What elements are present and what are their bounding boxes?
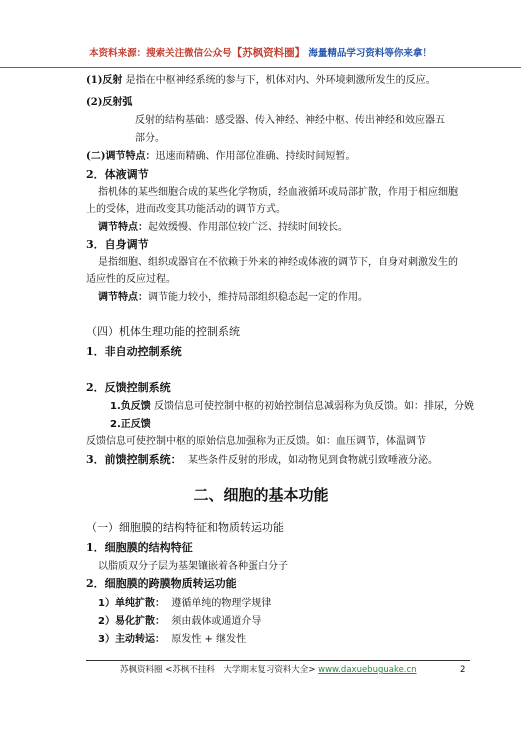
non-auto-control-heading: 1．非自动控制系统 bbox=[86, 345, 182, 358]
simple-diffusion-label: 1）单纯扩散： bbox=[98, 598, 165, 609]
feedforward-line bbox=[86, 453, 438, 468]
regulation-features-line bbox=[86, 150, 355, 164]
humoral-features-line bbox=[98, 221, 348, 235]
feedback-control-heading: 2．反馈控制系统 bbox=[86, 381, 171, 394]
active-transport-line bbox=[98, 633, 246, 647]
reflex-arc-label: (2)反射弧 bbox=[86, 97, 133, 108]
auto-features-text: 调节能力较小，维持局部组织稳态起一定的作用。 bbox=[148, 292, 368, 303]
humoral-features-label: 调节特点： bbox=[98, 222, 148, 233]
auto-features-line bbox=[98, 291, 368, 305]
footer bbox=[120, 664, 417, 676]
reflex-arc-text-2: 部分。 bbox=[135, 133, 165, 144]
regulation-features-label: (二)调节特点： bbox=[86, 151, 156, 162]
membrane-structure-text: 以脂质双分子层为基架镶嵌着各种蛋白分子 bbox=[98, 561, 288, 572]
auto-regulation-text-1: 是指细胞、组织或器官在不依赖于外来的神经或体液的调节下，自身对刺激发生的 bbox=[98, 257, 458, 268]
humoral-text-1: 指机体的某些细胞合成的某些化学物质，经血液循环或局部扩散，作用于相应细胞 bbox=[98, 187, 458, 198]
membrane-transport-heading: 2．细胞膜的跨膜物质转运功能 bbox=[86, 577, 237, 590]
positive-feedback-label: 2.正反馈 bbox=[110, 419, 151, 430]
facilitated-diffusion-label: 2）易化扩散： bbox=[98, 616, 165, 627]
footer-rule bbox=[86, 660, 470, 661]
negative-feedback-text: 反馈信息可使控制中枢的初始控制信息减弱称为负反馈。如：排尿，分娩 bbox=[153, 401, 474, 412]
membrane-section-heading: （一）细胞膜的结构特征和物质转运功能 bbox=[86, 521, 284, 534]
feedforward-text: 某些条件反射的形成，如动物见到食物就引致唾液分泌。 bbox=[188, 455, 439, 466]
negative-feedback-line bbox=[110, 400, 474, 414]
facilitated-diffusion-line bbox=[98, 615, 261, 629]
page-number: 2 bbox=[460, 665, 466, 675]
auto-regulation-heading: 3．自身调节 bbox=[86, 238, 149, 251]
source-banner bbox=[0, 40, 521, 66]
feedforward-label: 3．前馈控制系统： bbox=[86, 453, 182, 466]
section-title: 二、细胞的基本功能 bbox=[193, 486, 329, 504]
auto-features-label: 调节特点： bbox=[98, 292, 148, 303]
footer-link[interactable]: www.daxuebuguake.cn bbox=[318, 665, 417, 675]
simple-diffusion-line bbox=[98, 597, 271, 611]
auto-regulation-text-2: 适应性的反应过程。 bbox=[86, 274, 176, 285]
banner-brand: 【苏枫资料圈】 bbox=[231, 47, 306, 59]
positive-feedback-text: 反馈信息可使控制中枢的原始信息加强称为正反馈。如：血压调节，体温调节 bbox=[86, 436, 426, 447]
reflex-arc-text-1: 反射的结构基础：感受器、传入神经、神经中枢、传出神经和效应器五 bbox=[135, 115, 445, 126]
humoral-text-2: 上的受体，进而改变其功能活动的调节方式。 bbox=[86, 204, 286, 215]
active-transport-text: 原发性 + 继发性 bbox=[171, 634, 247, 645]
banner-suffix: 海量精品学习资料等你来拿！ bbox=[308, 48, 432, 59]
reflex-line bbox=[86, 74, 436, 88]
reflex-label: (1)反射 bbox=[86, 75, 123, 86]
facilitated-diffusion-text: 须由载体或通道介导 bbox=[171, 616, 262, 627]
reflex-text: 是指在中枢神经系统的参与下，机体对内、外环境刺激所发生的反应。 bbox=[125, 75, 436, 86]
humoral-heading: 2．体液调节 bbox=[86, 168, 149, 181]
active-transport-label: 3）主动转运： bbox=[98, 634, 165, 645]
membrane-structure-heading: 1．细胞膜的结构特征 bbox=[86, 541, 193, 554]
footer-text: 苏枫资料圈 <苏枫不挂科 大学期末复习资料大全> bbox=[120, 665, 316, 675]
regulation-features-text: 迅速而精确、作用部位准确、持续时间短暂。 bbox=[155, 151, 356, 162]
simple-diffusion-text: 遵循单纯的物理学规律 bbox=[171, 598, 272, 609]
banner-prefix: 本资料来源：搜索关注微信公众号 bbox=[89, 48, 232, 59]
header-rule bbox=[0, 67, 521, 68]
control-system-heading: （四）机体生理功能的控制系统 bbox=[86, 325, 240, 338]
humoral-features-text: 起效缓慢、作用部位较广泛、持续时间较长。 bbox=[148, 222, 348, 233]
negative-feedback-label: 1.负反馈 bbox=[110, 401, 151, 412]
